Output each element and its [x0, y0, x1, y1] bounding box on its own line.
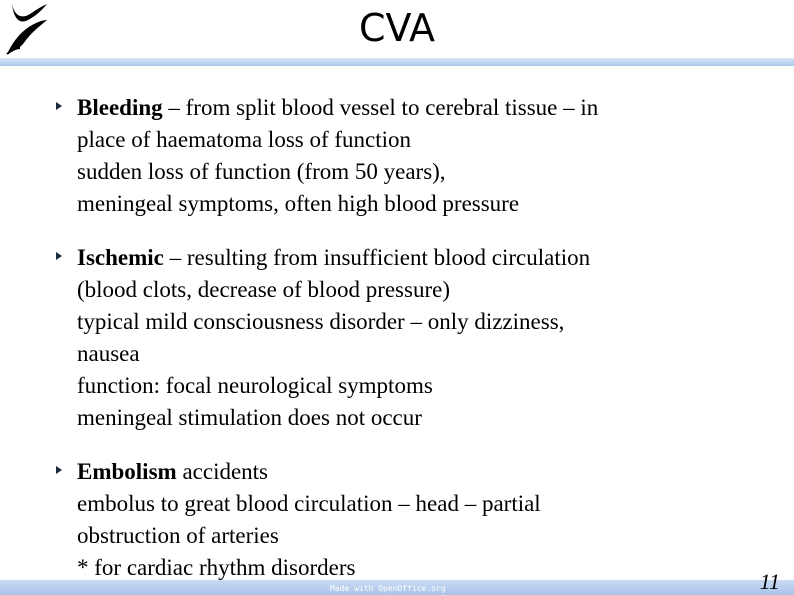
bullet-line: embolus to great blood circulation – head – partial [77, 491, 541, 516]
page-number: 11 [759, 569, 780, 594]
triangle-bullet-icon [56, 252, 62, 260]
bullet-text: – from split blood vessel to cerebral tissue – in [162, 95, 599, 120]
bullet-text: – resulting from insufficient blood circulation [163, 245, 591, 270]
bullet-term: Ischemic [77, 245, 164, 270]
bullet-line [77, 92, 756, 124]
bullet-term: Embolism [77, 459, 177, 484]
triangle-bullet-icon [56, 466, 62, 474]
bullet-line: sudden loss of function (from 50 years), [77, 159, 446, 184]
bullet-line: (blood clots, decrease of blood pressure) [77, 277, 450, 302]
bullet-embolism [56, 456, 756, 584]
bullet-ischemic [56, 242, 756, 434]
bullet-line: typical mild consciousness disorder – only dizziness, [77, 309, 565, 334]
bullet-line [77, 242, 756, 274]
bullet-list [56, 92, 756, 595]
slide-title: CVA [358, 6, 436, 50]
triangle-bullet-icon [56, 102, 62, 110]
bullet-bleeding [56, 92, 756, 220]
bullet-text: accidents [176, 459, 269, 484]
footer-credit: Made with OpenOffice.org [330, 584, 446, 593]
bullet-line: nausea [77, 341, 140, 366]
bullet-term: Bleeding [77, 95, 163, 120]
bullet-line [77, 456, 756, 488]
bullet-line: function: focal neurological symptoms [77, 373, 433, 398]
title-divider-bar [0, 58, 794, 66]
bullet-line: place of haematoma loss of function [77, 127, 412, 152]
bullet-line: obstruction of arteries [77, 523, 279, 548]
bullet-line: meningeal stimulation does not occur [77, 405, 422, 430]
bullet-line: * for cardiac rhythm disorders [77, 555, 356, 580]
bullet-line: meningeal symptoms, often high blood pressure [77, 191, 520, 216]
